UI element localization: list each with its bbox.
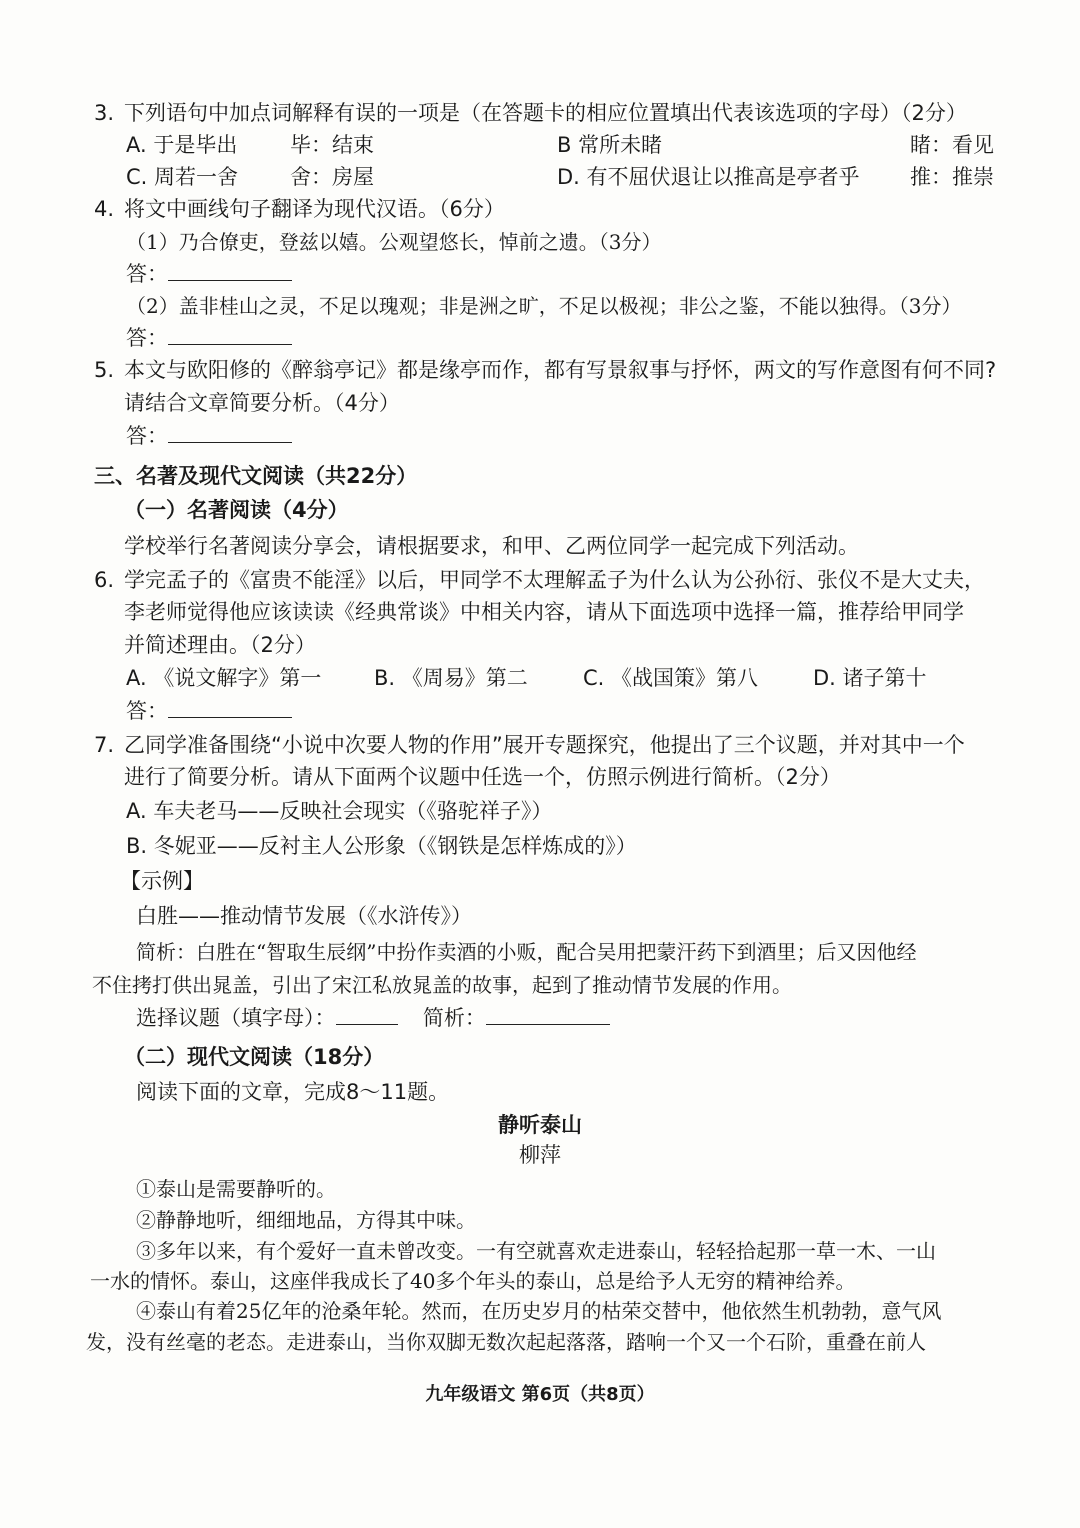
q6-line-1 — [94, 566, 985, 594]
q7-answer-row — [136, 1004, 610, 1032]
q6-line-3: 并简述理由。（2分） — [124, 633, 316, 657]
q6-number: 6. — [94, 568, 115, 592]
article-author: 柳萍 — [519, 1143, 561, 1167]
answer-label: 答： — [126, 262, 168, 286]
q7-line-1 — [94, 731, 965, 759]
article-paragraph-2: ②静静地听，细细地品，方得其中味。 — [136, 1208, 476, 1232]
article-paragraph-1: ①泰山是需要静听的。 — [136, 1177, 336, 1201]
section-3-sub2-intro: 阅读下面的文章，完成8～11题。 — [136, 1080, 450, 1104]
q6-line-1-text: 学完孟子的《富贵不能淫》以后，甲同学不太理解孟子为什么认为公孙衍、张仪不是大丈夫， — [124, 568, 985, 592]
select-topic-label: 选择议题（填字母）： — [136, 1006, 336, 1030]
article-paragraph-4-line-1: ④泰山有着25亿年的沧桑年轮。然而，在历史岁月的枯荣交替中，他依然生机勃勃，意气风 — [136, 1299, 942, 1323]
select-topic-blank[interactable] — [336, 1004, 398, 1025]
q6-option-d: D. 诸子第十 — [813, 666, 927, 690]
q7-line-1-text: 乙同学准备围绕“小说中次要人物的作用”展开专题探究，他提出了三个议题，并对其中一个 — [124, 733, 965, 757]
article-title: 静听泰山 — [498, 1113, 582, 1137]
q7-analysis-line-2: 不住拷打供出晁盖，引出了宋江私放晁盖的故事，起到了推动情节发展的作用。 — [92, 973, 792, 997]
q3-option-b-gloss: 睹：看见 — [910, 133, 994, 157]
section-3-sub1: （一）名著阅读（4分） — [124, 498, 349, 522]
q4-number: 4. — [94, 197, 115, 221]
article-paragraph-4-line-2: 发，没有丝毫的老态。走进泰山，当你双脚无数次起起落落，踏响一个又一个石阶，重叠在前人 — [86, 1330, 926, 1354]
q4-stem — [94, 195, 505, 223]
section-3-intro: 学校举行名著阅读分享会，请根据要求，和甲、乙两位同学一起完成下列活动。 — [124, 534, 859, 558]
q4-sentence-2: （2）盖非桂山之灵，不足以瑰观；非是洲之旷，不足以极视；非公之鉴，不能以独得。（3分） — [126, 294, 962, 318]
q5-line-1-text: 本文与欧阳修的《醉翁亭记》都是缘亭而作，都有写景叙事与抒怀，两文的写作意图有何不同? — [124, 358, 997, 382]
brief-analysis-label: 简析： — [422, 1006, 486, 1030]
answer-blank[interactable] — [168, 697, 292, 718]
q5-number: 5. — [94, 358, 115, 382]
q5-line-2: 请结合文章简要分析。（4分） — [124, 391, 400, 415]
answer-label: 答： — [126, 424, 168, 448]
section-3-title: 三、名著及现代文阅读（共22分） — [94, 464, 418, 488]
q4-answer-1 — [126, 260, 292, 288]
q4-answer-2 — [126, 324, 292, 352]
q6-answer — [126, 697, 292, 725]
answer-label: 答： — [126, 699, 168, 723]
q6-option-c: C. 《战国策》第八 — [583, 666, 759, 690]
q3-option-c: C. 周若一舍 — [126, 165, 239, 189]
article-paragraph-3-line-2: 一水的情怀。泰山，这座伴我成长了40多个年头的泰山，总是给予人无穷的精神给养。 — [90, 1269, 856, 1293]
answer-blank[interactable] — [168, 260, 292, 281]
section-3-sub2: （二）现代文阅读（18分） — [124, 1045, 385, 1069]
q5-answer — [126, 422, 292, 450]
q7-number: 7. — [94, 733, 115, 757]
q3-stem — [94, 99, 967, 127]
q3-option-a: A. 于是毕出 — [126, 133, 238, 157]
q3-option-c-gloss: 舍：房屋 — [290, 165, 374, 189]
q3-number: 3. — [94, 101, 115, 125]
q3-option-d: D. 有不屈伏退让以推高是亭者乎 — [557, 165, 860, 189]
article-paragraph-3-line-1: ③多年以来，有个爱好一直未曾改变。一有空就喜欢走进泰山，轻轻拾起那一草一木、一山 — [136, 1239, 936, 1263]
q6-option-a: A. 《说文解字》第一 — [126, 666, 322, 690]
q6-option-b: B. 《周易》第二 — [374, 666, 528, 690]
q7-analysis-line-1: 简析：白胜在“智取生辰纲”中扮作卖酒的小贩，配合吴用把蒙汗药下到酒里；后又因他经 — [136, 940, 917, 964]
q7-option-b: B. 冬妮亚——反衬主人公形象（《钢铁是怎样炼成的》） — [126, 834, 637, 858]
answer-label: 答： — [126, 326, 168, 350]
q3-option-a-gloss: 毕：结束 — [290, 133, 374, 157]
answer-blank[interactable] — [168, 324, 292, 345]
q3-option-b: B 常所未睹 — [557, 133, 663, 157]
q6-line-2: 李老师觉得他应该读读《经典常谈》中相关内容，请从下面选项中选择一篇，推荐给甲同学 — [124, 600, 964, 624]
page-footer: 九年级语文 第6页（共8页） — [425, 1384, 655, 1405]
q4-sentence-1: （1）乃合僚吏，登兹以嬉。公观望悠长，悼前之遗。（3分） — [126, 230, 662, 254]
q7-example-topic: 白胜——推动情节发展（《水浒传》） — [136, 904, 472, 928]
answer-blank[interactable] — [168, 422, 292, 443]
q7-line-2: 进行了简要分析。请从下面两个议题中任选一个，仿照示例进行简析。（2分） — [124, 765, 841, 789]
q7-example-label: 【示例】 — [120, 869, 204, 893]
q7-option-a: A. 车夫老马——反映社会现实（《骆驼祥子》） — [126, 799, 553, 823]
brief-analysis-blank[interactable] — [486, 1004, 610, 1025]
q3-option-d-gloss: 推：推崇 — [910, 165, 994, 189]
q3-stem-text: 下列语句中加点词解释有误的一项是（在答题卡的相应位置填出代表该选项的字母）（2分） — [124, 101, 967, 125]
q4-stem-text: 将文中画线句子翻译为现代汉语。（6分） — [124, 197, 505, 221]
q5-line-1 — [94, 356, 996, 384]
